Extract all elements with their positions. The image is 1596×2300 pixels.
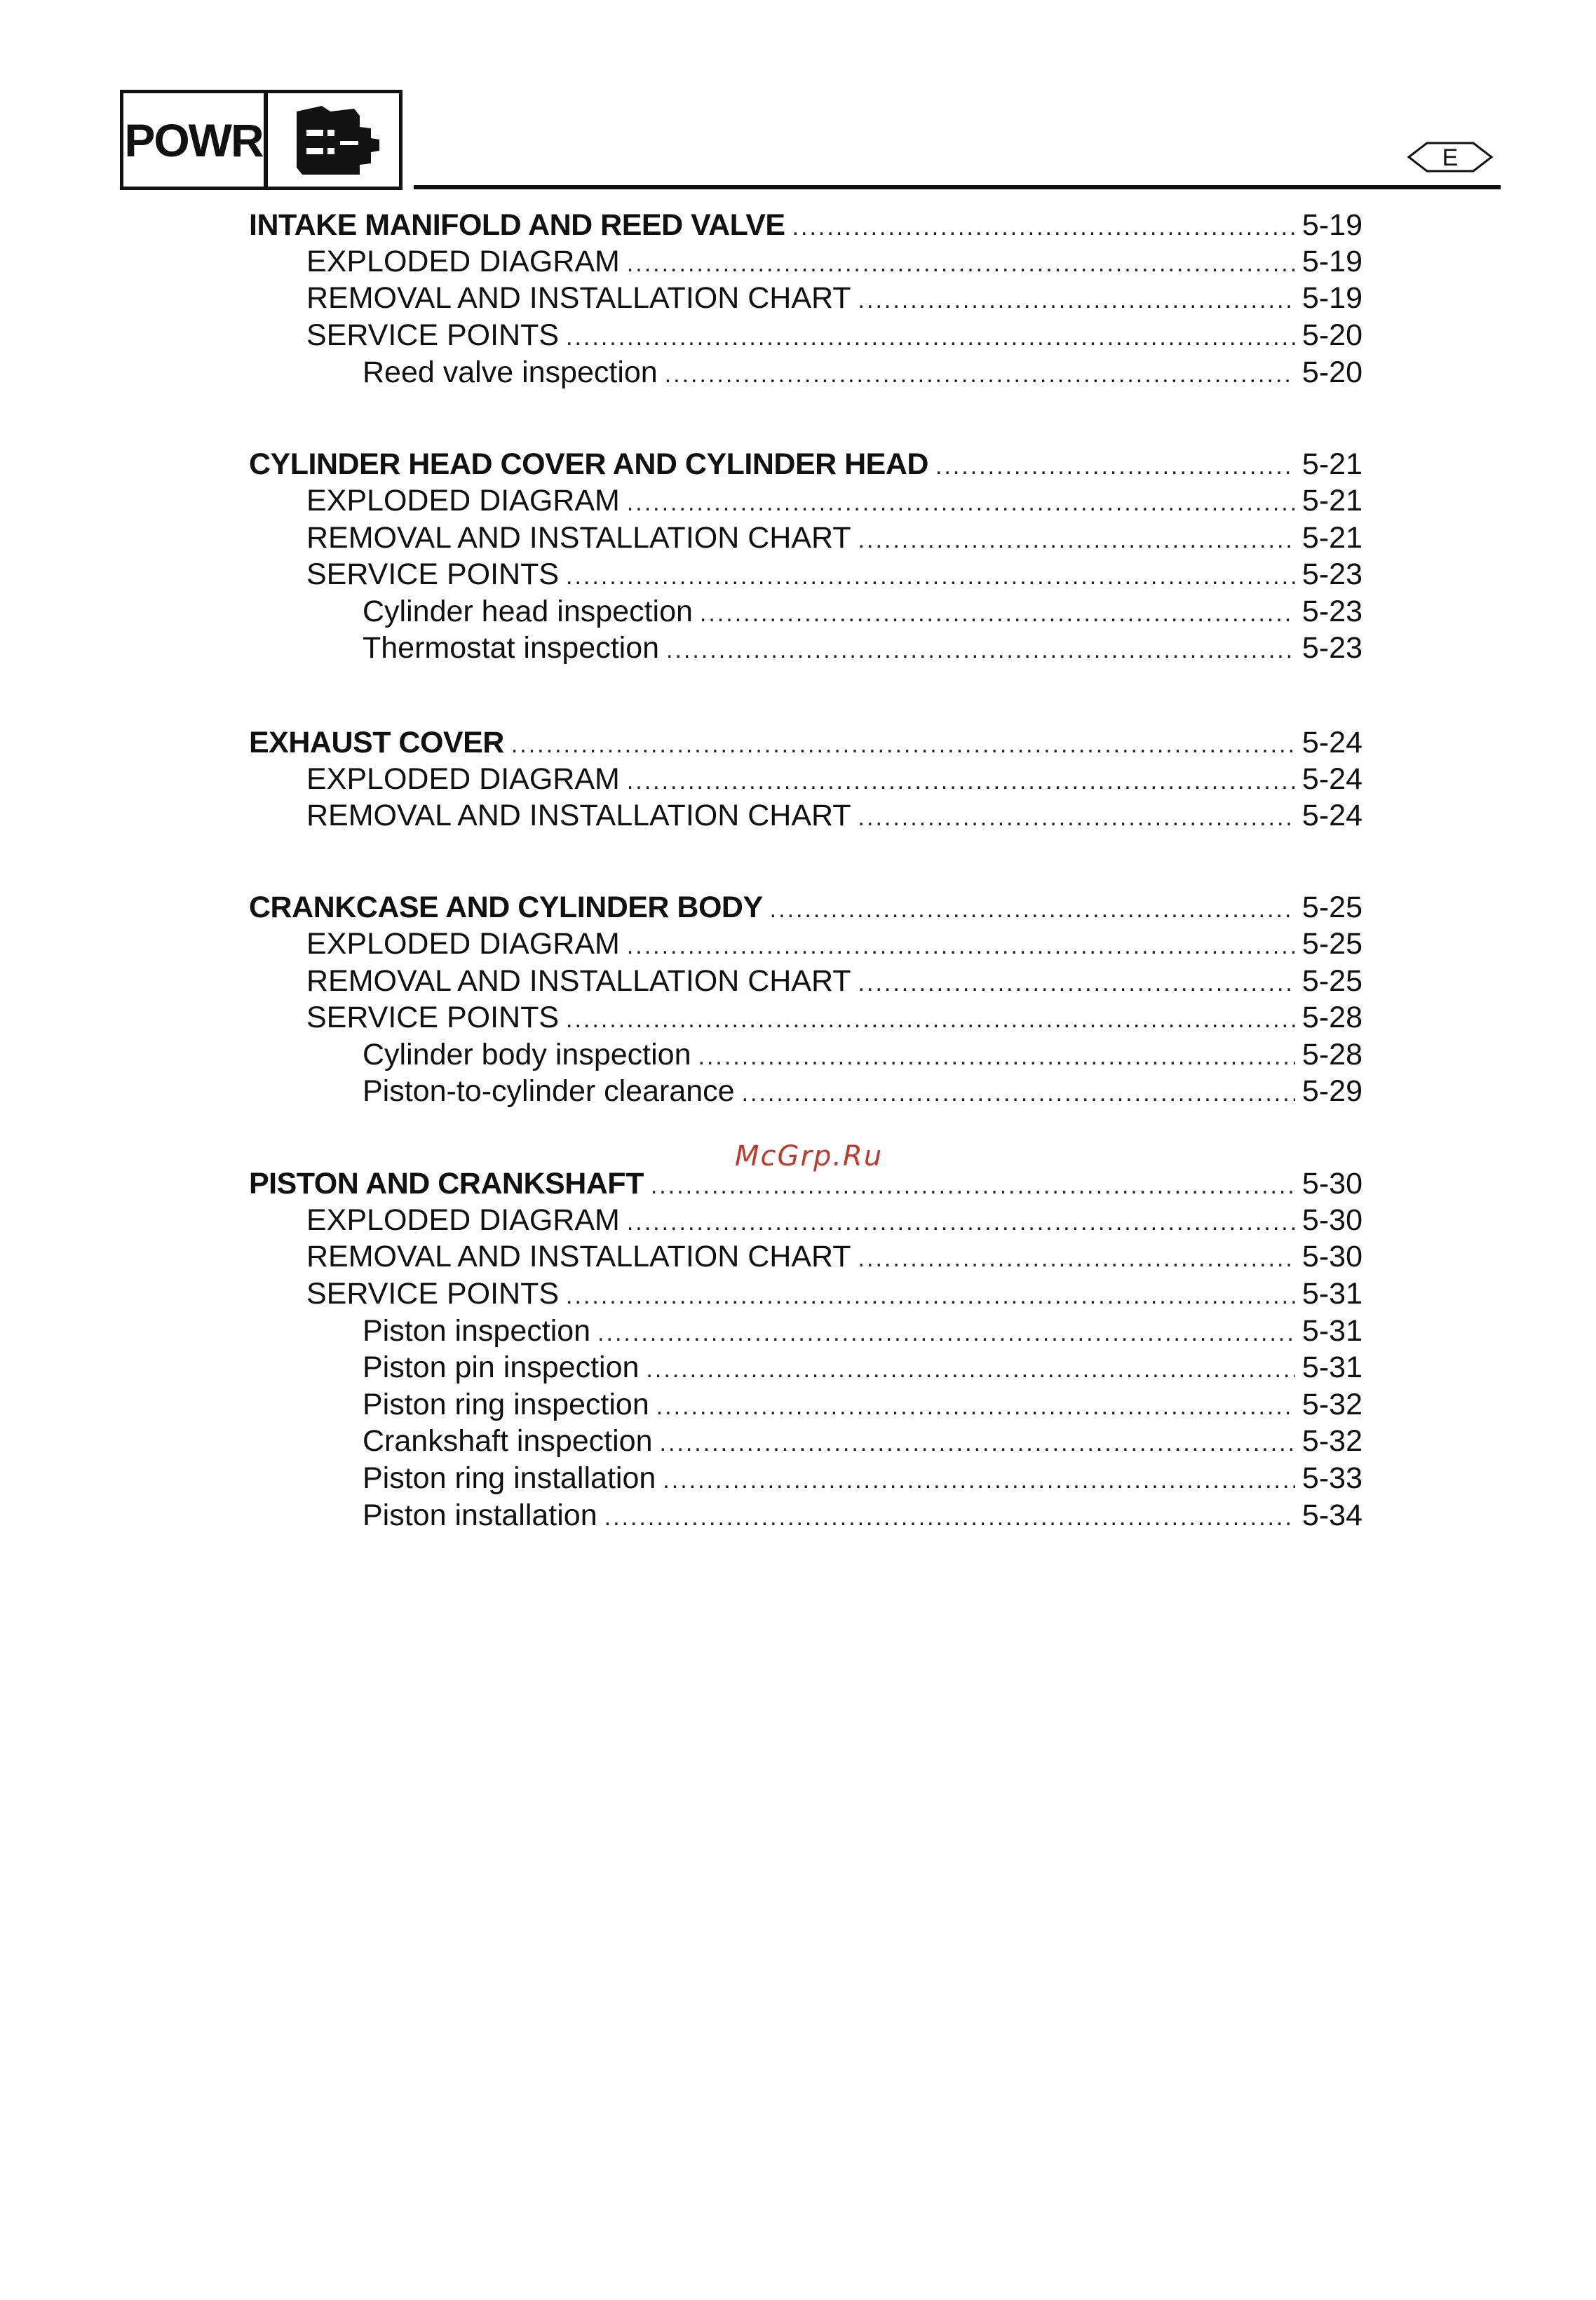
toc-entry-title: Piston inspection [363, 1314, 591, 1348]
toc-entry-title: Reed valve inspection [363, 356, 658, 389]
toc-entry-title: REMOVAL AND INSTALLATION CHART [306, 799, 851, 832]
toc-leader-dots [792, 214, 1295, 241]
toc-entry-title: CRANKCASE AND CYLINDER BODY [249, 891, 763, 924]
toc-leader-dots [742, 1080, 1295, 1107]
toc-leader-dots [656, 1393, 1295, 1421]
toc-section-heading[interactable] [249, 726, 1362, 762]
toc-entry-page: 5-23 [1301, 595, 1362, 628]
toc-leader-dots [858, 804, 1295, 832]
toc-entry-page: 5-20 [1301, 356, 1362, 389]
toc-entry-page: 5-24 [1301, 799, 1362, 832]
toc-leader-dots [770, 896, 1295, 924]
toc-leader-dots [597, 1320, 1295, 1347]
toc-entry-page: 5-31 [1301, 1351, 1362, 1384]
toc-leader-dots [627, 768, 1295, 795]
toc-entry[interactable] [363, 1314, 1362, 1351]
toc-entry-title: EXHAUST COVER [249, 726, 504, 759]
toc-entry[interactable] [306, 484, 1362, 520]
toc-leader-dots [566, 563, 1295, 590]
toc-entry-page: 5-21 [1301, 484, 1362, 518]
toc-entry[interactable] [306, 1203, 1362, 1240]
toc-entry-page: 5-34 [1301, 1499, 1362, 1532]
toc-leader-dots [858, 970, 1295, 997]
toc-entry-title: Cylinder head inspection [363, 595, 693, 628]
toc-entry-page: 5-25 [1301, 964, 1362, 998]
toc-entry-title: CYLINDER HEAD COVER AND CYLINDER HEAD [249, 447, 928, 481]
toc-entry-page: 5-32 [1301, 1388, 1362, 1421]
toc-entry-page: 5-28 [1301, 1038, 1362, 1071]
toc-entry[interactable] [306, 799, 1362, 835]
toc-entry-page: 5-25 [1301, 927, 1362, 961]
toc-leader-dots [627, 250, 1295, 278]
toc-entry-title: EXPLODED DIAGRAM [306, 1203, 620, 1237]
toc-entry-title: Piston ring installation [363, 1461, 656, 1495]
header-rule [414, 185, 1501, 189]
toc-entry[interactable] [306, 762, 1362, 799]
toc-leader-dots [663, 1467, 1295, 1494]
toc-entry-page: 5-23 [1301, 557, 1362, 591]
toc-entry-title: EXPLODED DIAGRAM [306, 245, 620, 278]
toc-leader-dots [627, 933, 1295, 960]
toc-entry[interactable] [363, 1038, 1362, 1074]
toc-entry[interactable] [363, 1424, 1362, 1461]
toc-entry-title: SERVICE POINTS [306, 318, 560, 352]
toc-entry-page: 5-19 [1301, 208, 1362, 242]
toc-leader-dots [660, 1430, 1295, 1457]
toc-entry[interactable] [306, 318, 1362, 355]
toc-entry[interactable] [363, 595, 1362, 631]
toc-entry[interactable] [306, 281, 1362, 318]
toc-entry-page: 5-21 [1301, 447, 1362, 481]
toc-entry-title: SERVICE POINTS [306, 1001, 560, 1034]
toc-entry[interactable] [306, 1001, 1362, 1037]
toc-entry-title: Piston ring inspection [363, 1388, 649, 1421]
toc-leader-dots [700, 600, 1295, 628]
toc-entry[interactable] [363, 1351, 1362, 1387]
toc-entry-title: REMOVAL AND INSTALLATION CHART [306, 521, 851, 555]
toc-leader-dots [627, 489, 1295, 517]
toc-entry[interactable] [306, 245, 1362, 281]
toc-entry-title: Crankshaft inspection [363, 1424, 653, 1458]
toc-leader-dots [566, 1006, 1295, 1034]
language-badge [1405, 139, 1496, 175]
toc-entry-title: Cylinder body inspection [363, 1038, 691, 1071]
engine-power-unit-icon [266, 90, 403, 190]
toc-leader-dots [698, 1043, 1295, 1071]
toc-entry[interactable] [306, 927, 1362, 963]
language-badge-letter: E [1442, 144, 1459, 171]
toc-entry[interactable] [363, 1074, 1362, 1111]
toc-entry[interactable] [306, 557, 1362, 594]
toc-entry-page: 5-31 [1301, 1277, 1362, 1311]
toc-leader-dots [566, 1283, 1295, 1310]
toc-entry-title: PISTON AND CRANKSHAFT [249, 1167, 644, 1200]
toc-entry-title: Piston pin inspection [363, 1351, 640, 1384]
toc-entry-title: Piston installation [363, 1499, 597, 1532]
toc-entry-title: REMOVAL AND INSTALLATION CHART [306, 964, 851, 998]
toc-entry-page: 5-23 [1301, 631, 1362, 665]
toc-leader-dots [666, 637, 1295, 664]
toc-leader-dots [858, 527, 1295, 554]
section-code: POWR [120, 90, 266, 190]
toc-entry[interactable] [306, 1277, 1362, 1313]
toc-entry[interactable] [363, 1499, 1362, 1535]
toc-entry-title: EXPLODED DIAGRAM [306, 927, 620, 961]
toc-leader-dots [604, 1504, 1295, 1531]
toc-entry-page: 5-20 [1301, 318, 1362, 352]
toc-entry-page: 5-25 [1301, 891, 1362, 924]
toc-entry-title: Piston-to-cylinder clearance [363, 1074, 735, 1108]
toc-entry-page: 5-19 [1301, 281, 1362, 315]
toc-entry-title: INTAKE MANIFOLD AND REED VALVE [249, 208, 785, 242]
toc-entry-title: Thermostat inspection [363, 631, 660, 665]
toc-leader-dots [665, 361, 1295, 388]
toc-section-heading[interactable] [249, 208, 1362, 245]
toc-leader-dots [646, 1356, 1295, 1384]
toc-entry-title: SERVICE POINTS [306, 557, 560, 591]
toc-section-heading[interactable] [249, 891, 1362, 927]
toc-entry[interactable] [363, 1388, 1362, 1424]
watermark: McGrp.Ru [735, 1140, 884, 1172]
toc-entry-page: 5-32 [1301, 1424, 1362, 1458]
toc-leader-dots [858, 287, 1295, 314]
toc-entry-title: EXPLODED DIAGRAM [306, 762, 620, 796]
toc-entry-page: 5-29 [1301, 1074, 1362, 1108]
toc-entry[interactable] [306, 521, 1362, 557]
toc-entry-title: EXPLODED DIAGRAM [306, 484, 620, 518]
toc-entry[interactable] [363, 356, 1362, 392]
section-badge [120, 90, 403, 190]
toc-entry[interactable] [363, 1461, 1362, 1498]
toc-entry-page: 5-21 [1301, 521, 1362, 555]
toc-entry-page: 5-30 [1301, 1203, 1362, 1237]
toc-entry-title: REMOVAL AND INSTALLATION CHART [306, 281, 851, 315]
toc-entry-page: 5-28 [1301, 1001, 1362, 1034]
toc-entry[interactable] [363, 631, 1362, 668]
toc-entry[interactable] [306, 1240, 1362, 1276]
toc-leader-dots [651, 1172, 1295, 1200]
toc-leader-dots [858, 1245, 1295, 1273]
toc-entry-page: 5-24 [1301, 762, 1362, 796]
toc-section-heading[interactable] [249, 447, 1362, 484]
toc-entry-page: 5-33 [1301, 1461, 1362, 1495]
toc-entry-title: REMOVAL AND INSTALLATION CHART [306, 1240, 851, 1273]
toc-entry-title: SERVICE POINTS [306, 1277, 560, 1311]
toc-leader-dots [627, 1209, 1295, 1236]
toc-leader-dots [935, 453, 1295, 480]
toc-entry-page: 5-31 [1301, 1314, 1362, 1348]
toc-entry-page: 5-30 [1301, 1167, 1362, 1200]
toc-entry-page: 5-30 [1301, 1240, 1362, 1273]
toc-entry-page: 5-24 [1301, 726, 1362, 759]
toc-leader-dots [566, 324, 1295, 351]
toc-entry-page: 5-19 [1301, 245, 1362, 278]
toc-leader-dots [511, 731, 1295, 759]
toc-entry[interactable] [306, 964, 1362, 1001]
